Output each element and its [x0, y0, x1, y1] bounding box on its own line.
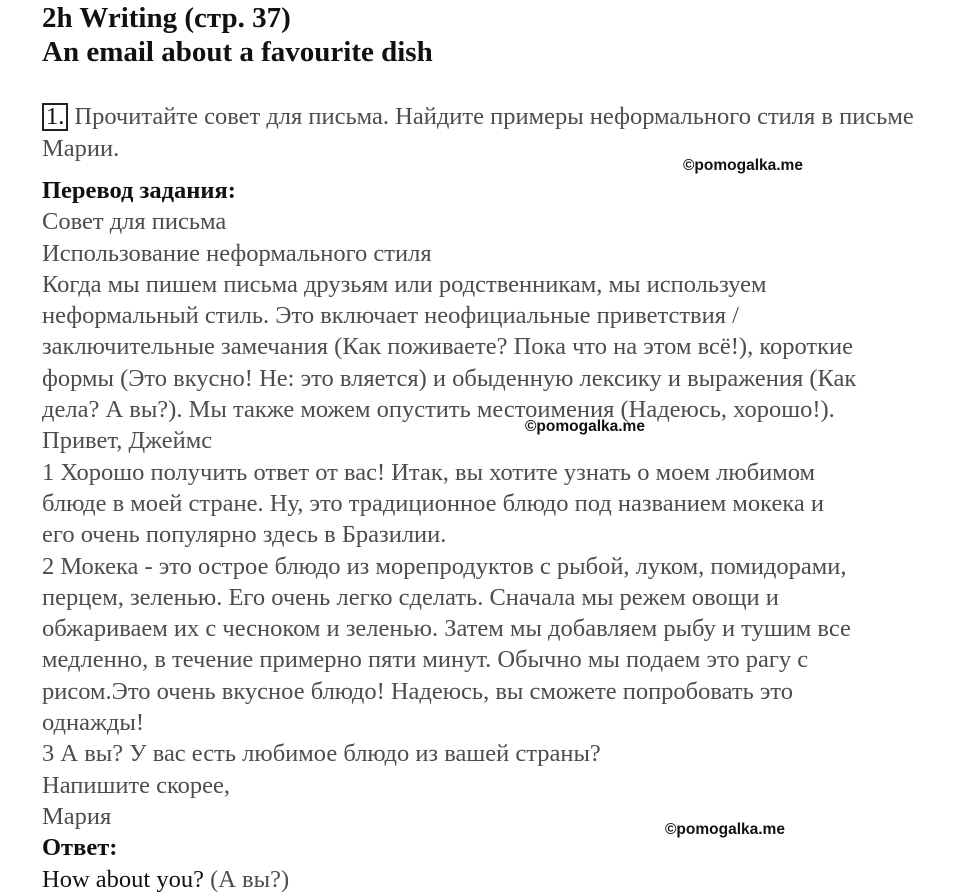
watermark: ©pomogalka.me [665, 821, 785, 838]
text-line: рисом.Это очень вкусное блюдо! Надеюсь, вы сможете попробовать это [42, 677, 794, 705]
answer-heading: Ответ: [42, 834, 118, 862]
text-line: Напишите скорее, [42, 771, 231, 799]
page-title: 2h Writing (стр. 37) [42, 2, 291, 34]
task-instruction [42, 101, 942, 165]
answer-english: How about you? [42, 865, 204, 893]
text-line: Когда мы пишем письма друзьям или родственникам, мы используем [42, 270, 767, 298]
text-line: однажды! [42, 709, 145, 737]
text-line: Мария [42, 802, 112, 830]
task-number: 1. [42, 103, 68, 131]
text-line: 3 А вы? У вас есть любимое блюдо из вашей страны? [42, 740, 601, 768]
text-line: 1 Хорошо получить ответ от вас! Итак, вы хотите узнать о моем любимом [42, 458, 816, 486]
text-line: Использование неформального стиля [42, 239, 432, 267]
task-text: Прочитайте совет для письма. Найдите примеры неформального стиля в письме Марии. [42, 103, 914, 162]
text-line: Совет для письма [42, 208, 227, 236]
text-line: его очень популярно здесь в Бразилии. [42, 521, 447, 549]
text-line: формы (Это вкусно! Не: это вляется) и обыденную лексику и выражения (Как [42, 364, 857, 392]
answer-russian: (А вы?) [210, 865, 290, 893]
text-line: Привет, Джеймс [42, 427, 213, 455]
text-line: медленно, в течение примерно пяти минут. Обычно мы подаем это рагу с [42, 646, 809, 674]
watermark: ©pomogalka.me [683, 157, 803, 174]
text-line: дела? А вы?). Мы также можем опустить местоимения (Надеюсь, хорошо!). [42, 396, 835, 424]
translation-heading: Перевод задания: [42, 177, 236, 204]
text-line: 2 Мокека - это острое блюдо из морепродуктов с рыбой, луком, помидорами, [42, 552, 847, 580]
text-line: обжариваем их с чесноком и зеленью. Затем мы добавляем рыбу и тушим все [42, 615, 851, 643]
translation-block [42, 175, 952, 895]
text-line: заключительные замечания (Как поживаете? Пока что на этом всё!), короткие [42, 333, 854, 361]
page-subtitle: An email about a favourite dish [42, 36, 433, 68]
text-line: перцем, зеленью. Его очень легко сделать. Сначала мы режем овощи и [42, 583, 779, 611]
text-line: неформальный стиль. Это включает неофициальные приветствия / [42, 302, 739, 330]
watermark: ©pomogalka.me [525, 418, 645, 435]
answer-line [42, 864, 952, 895]
text-line: блюде в моей стране. Ну, это традиционное блюдо под названием мокека и [42, 489, 824, 517]
